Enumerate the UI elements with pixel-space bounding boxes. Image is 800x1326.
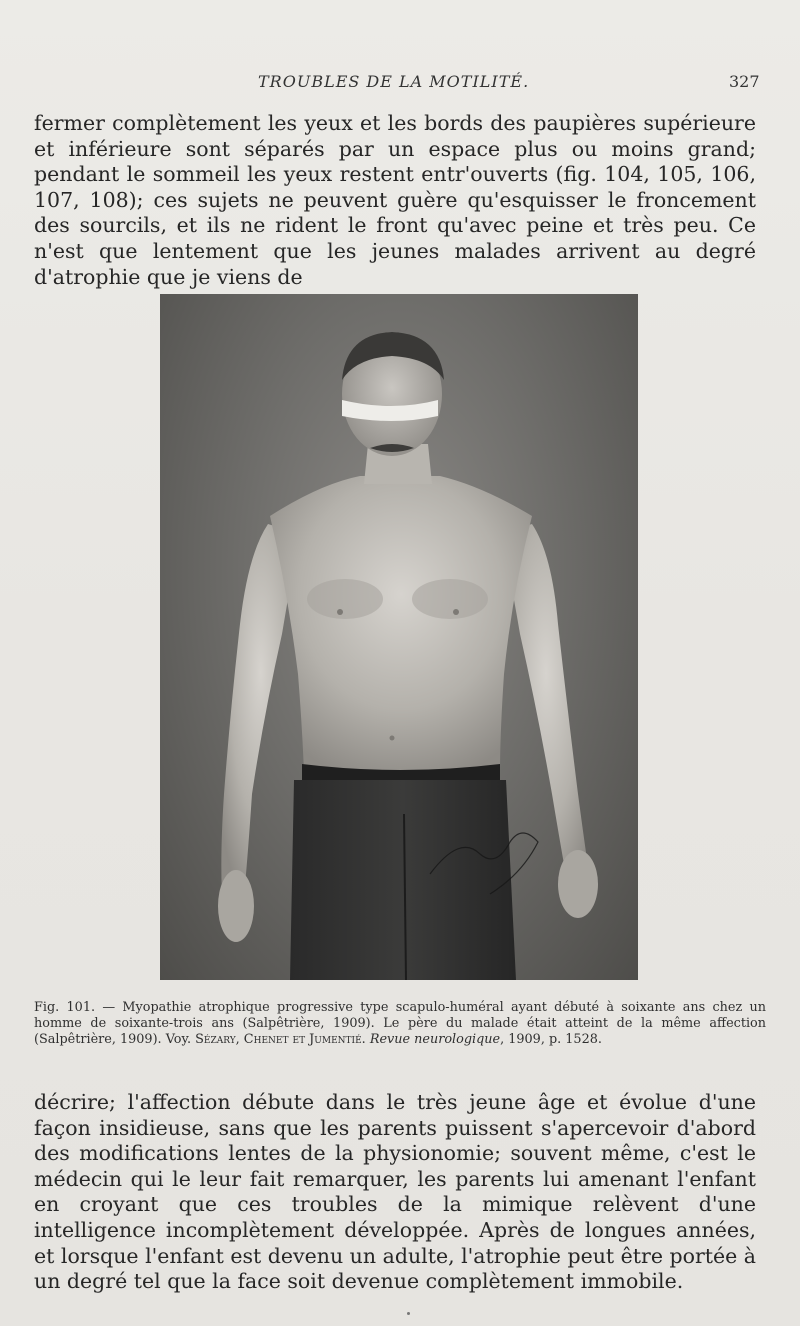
- caption-authors: Sézary, Chenet et Jumentié.: [195, 1032, 366, 1047]
- patient-photograph: [160, 294, 638, 980]
- caption-text: Fig. 101. — Myopathie atrophique progressive type scapulo-huméral ayant débuté à soixante ans chez un homme de soixante-trois ans (Salpêtrière, 1909). Le père du malade était atteint de la même affection (Salpêtrière, 1909). Voy.: [34, 1000, 766, 1047]
- page-mark: [407, 1312, 410, 1315]
- figure-photograph: [160, 294, 638, 980]
- running-title: TROUBLES DE LA MOTILITÉ.: [258, 72, 530, 91]
- running-head: [0, 72, 800, 96]
- figure-caption: [34, 1000, 766, 1048]
- page-number: 327: [729, 72, 760, 91]
- caption-journal: Revue neurologique: [369, 1032, 501, 1047]
- body-paragraph-top: fermer complètement les yeux et les bords des paupières supérieure et inférieure sont séparés par un espace plus ou moins grand; pendant le sommeil les yeux restent entr'ouverts (fig. 104, 105, 106, 107, 108); ces sujets ne peuvent guère qu'esquisser le froncement des sourcils, et ils ne rident le front qu'avec peine et très peu. Ce n'est que lentement que les jeunes malades arrivent au degré d'atrophie que je viens de: [34, 111, 756, 289]
- body-paragraph-bottom: décrire; l'affection débute dans le très jeune âge et évolue d'une façon insidieuse, sans que les parents puissent s'apercevoir d'abord des modifications lentes de la physionomie; souvent même, c'est le médecin qui le leur fait remarquer, les parents lui amenant l'enfant en croyant que ces troubles de la mimique relèvent d'une intelligence incomplètement développée. Après de longues années, et lorsque l'enfant est devenu un adulte, l'atrophie peut être portée à un degré tel que la face soit devenue complètement immobile.: [34, 1090, 756, 1294]
- caption-reference: , 1909, p. 1528.: [500, 1032, 602, 1047]
